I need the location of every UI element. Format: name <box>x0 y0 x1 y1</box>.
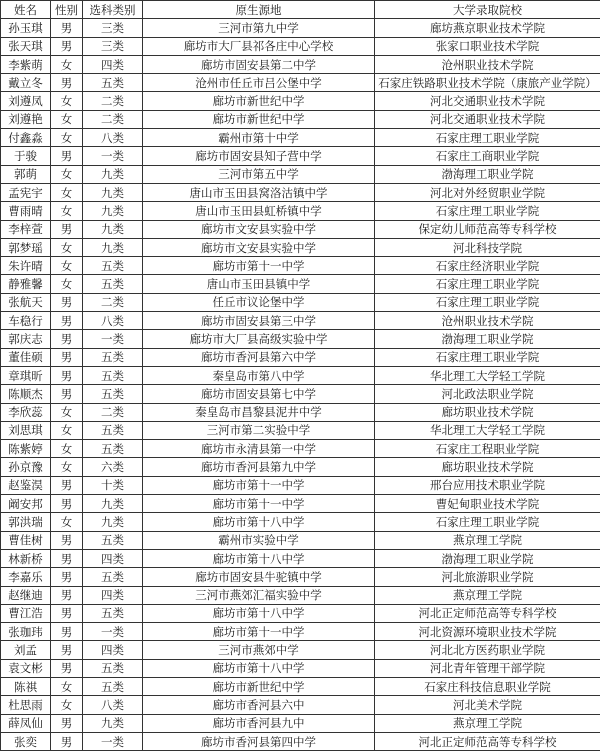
table-body <box>1 19 600 751</box>
cell-name: 陈顺杰 <box>1 385 51 403</box>
cell-gender: 男 <box>51 147 83 165</box>
cell-admitted-college: 河北政法职业学院 <box>375 385 600 403</box>
cell-subject-category: 九类 <box>83 202 143 220</box>
cell-origin-school: 三河市第五中学 <box>143 165 375 183</box>
cell-gender: 女 <box>51 513 83 531</box>
table-row <box>1 366 600 384</box>
header-subject-category: 选科类别 <box>83 1 143 19</box>
cell-gender: 男 <box>51 714 83 732</box>
cell-admitted-college: 燕京理工学院 <box>375 714 600 732</box>
cell-gender: 女 <box>51 183 83 201</box>
cell-gender: 男 <box>51 348 83 366</box>
cell-origin-school: 霸州市第十中学 <box>143 129 375 147</box>
cell-subject-category: 八类 <box>83 696 143 714</box>
table-row <box>1 641 600 659</box>
cell-subject-category: 一类 <box>83 330 143 348</box>
cell-admitted-college: 石家庄理工职业学院 <box>375 513 600 531</box>
table-row <box>1 458 600 476</box>
cell-subject-category: 五类 <box>83 385 143 403</box>
cell-gender: 女 <box>51 165 83 183</box>
cell-admitted-college: 石家庄理工职业学院 <box>375 129 600 147</box>
cell-subject-category: 五类 <box>83 74 143 92</box>
cell-gender: 男 <box>51 37 83 55</box>
cell-name: 袁文彬 <box>1 659 51 677</box>
cell-gender: 男 <box>51 586 83 604</box>
cell-admitted-college: 张家口职业技术学院 <box>375 37 600 55</box>
cell-subject-category: 四类 <box>83 549 143 567</box>
cell-gender: 女 <box>51 403 83 421</box>
cell-admitted-college: 燕京理工学院 <box>375 531 600 549</box>
cell-name: 郭洪瑞 <box>1 513 51 531</box>
cell-gender: 女 <box>51 110 83 128</box>
cell-origin-school: 三河市第九中学 <box>143 19 375 37</box>
cell-name: 李梓萱 <box>1 220 51 238</box>
table-row <box>1 659 600 677</box>
table-row <box>1 238 600 256</box>
cell-subject-category: 四类 <box>83 55 143 73</box>
cell-origin-school: 任丘市议论堡中学 <box>143 293 375 311</box>
cell-subject-category: 九类 <box>83 495 143 513</box>
cell-origin-school: 廊坊市香河县第四中学 <box>143 732 375 750</box>
cell-admitted-college: 廊坊职业技术学院 <box>375 403 600 421</box>
cell-gender: 男 <box>51 623 83 641</box>
table-row <box>1 55 600 73</box>
cell-admitted-college: 河北交通职业技术学院 <box>375 92 600 110</box>
cell-name: 李紫萌 <box>1 55 51 73</box>
table-row <box>1 202 600 220</box>
table-row <box>1 293 600 311</box>
cell-gender: 男 <box>51 641 83 659</box>
cell-admitted-college: 邢台应用技术职业学院 <box>375 476 600 494</box>
cell-gender: 女 <box>51 677 83 695</box>
cell-origin-school: 廊坊市香河县第六中学 <box>143 348 375 366</box>
cell-origin-school: 廊坊市大厂县祁各庄中心学校 <box>143 37 375 55</box>
cell-name: 静雅馨 <box>1 275 51 293</box>
cell-subject-category: 一类 <box>83 147 143 165</box>
cell-name: 薛凤仙 <box>1 714 51 732</box>
cell-name: 刘孟 <box>1 641 51 659</box>
cell-name: 李欣蕊 <box>1 403 51 421</box>
cell-name: 章琪昕 <box>1 366 51 384</box>
cell-origin-school: 唐山市玉田县窝洛沽镇中学 <box>143 183 375 201</box>
table-row <box>1 513 600 531</box>
cell-admitted-college: 河北对外经贸职业学院 <box>375 183 600 201</box>
cell-subject-category: 三类 <box>83 37 143 55</box>
cell-admitted-college: 石家庄理工职业学院 <box>375 348 600 366</box>
cell-subject-category: 二类 <box>83 110 143 128</box>
cell-origin-school: 廊坊市固安县第三中学 <box>143 312 375 330</box>
cell-name: 张奕 <box>1 732 51 750</box>
cell-name: 刘遵艳 <box>1 110 51 128</box>
cell-origin-school: 廊坊市固安县第七中学 <box>143 385 375 403</box>
cell-gender: 男 <box>51 312 83 330</box>
cell-name: 郭庆志 <box>1 330 51 348</box>
cell-name: 付鑫淼 <box>1 129 51 147</box>
table-row <box>1 19 600 37</box>
cell-admitted-college: 河北科技学院 <box>375 238 600 256</box>
cell-origin-school: 廊坊市第十一中学 <box>143 476 375 494</box>
cell-subject-category: 四类 <box>83 586 143 604</box>
table-row <box>1 92 600 110</box>
cell-origin-school: 唐山市玉田县镇中学 <box>143 275 375 293</box>
cell-name: 赵继迪 <box>1 586 51 604</box>
cell-subject-category: 二类 <box>83 403 143 421</box>
table-row <box>1 37 600 55</box>
cell-subject-category: 六类 <box>83 458 143 476</box>
table-row <box>1 586 600 604</box>
cell-gender: 女 <box>51 696 83 714</box>
cell-subject-category: 九类 <box>83 220 143 238</box>
cell-origin-school: 三河市燕郊中学 <box>143 641 375 659</box>
cell-name: 张航天 <box>1 293 51 311</box>
cell-subject-category: 五类 <box>83 677 143 695</box>
cell-origin-school: 廊坊市永清县第一中学 <box>143 440 375 458</box>
cell-origin-school: 廊坊市第十八中学 <box>143 513 375 531</box>
cell-admitted-college: 河北青年管理干部学院 <box>375 659 600 677</box>
cell-admitted-college: 渤海理工职业学院 <box>375 549 600 567</box>
table-row <box>1 604 600 622</box>
cell-name: 曹江浩 <box>1 604 51 622</box>
cell-gender: 女 <box>51 257 83 275</box>
header-origin-school: 原生源地 <box>143 1 375 19</box>
cell-origin-school: 秦皇岛市第八中学 <box>143 366 375 384</box>
cell-name: 张天琪 <box>1 37 51 55</box>
cell-subject-category: 三类 <box>83 19 143 37</box>
cell-gender: 女 <box>51 55 83 73</box>
cell-admitted-college: 河北正定师范高等专科学校 <box>375 732 600 750</box>
cell-origin-school: 廊坊市香河县六中 <box>143 696 375 714</box>
table-row <box>1 403 600 421</box>
cell-gender: 男 <box>51 476 83 494</box>
table-row <box>1 623 600 641</box>
cell-gender: 男 <box>51 732 83 750</box>
cell-admitted-college: 石家庄理工职业学院 <box>375 275 600 293</box>
cell-name: 陈紫婷 <box>1 440 51 458</box>
cell-gender: 女 <box>51 421 83 439</box>
cell-gender: 女 <box>51 440 83 458</box>
table-row <box>1 129 600 147</box>
cell-subject-category: 五类 <box>83 531 143 549</box>
cell-gender: 男 <box>51 659 83 677</box>
cell-origin-school: 廊坊市香河县第九中学 <box>143 458 375 476</box>
cell-origin-school: 廊坊市第十八中学 <box>143 659 375 677</box>
cell-subject-category: 九类 <box>83 513 143 531</box>
table-row <box>1 531 600 549</box>
cell-admitted-college: 渤海理工职业学院 <box>375 165 600 183</box>
cell-gender: 女 <box>51 202 83 220</box>
cell-subject-category: 八类 <box>83 129 143 147</box>
header-row <box>1 1 600 19</box>
cell-gender: 男 <box>51 385 83 403</box>
cell-admitted-college: 燕京理工学院 <box>375 586 600 604</box>
cell-gender: 女 <box>51 238 83 256</box>
cell-origin-school: 廊坊市大厂县高级实验中学 <box>143 330 375 348</box>
cell-subject-category: 五类 <box>83 257 143 275</box>
cell-name: 林新桥 <box>1 549 51 567</box>
cell-origin-school: 廊坊市固安县第二中学 <box>143 55 375 73</box>
cell-subject-category: 二类 <box>83 293 143 311</box>
cell-origin-school: 唐山市玉田县虹桥镇中学 <box>143 202 375 220</box>
cell-subject-category: 十类 <box>83 476 143 494</box>
cell-origin-school: 廊坊市固安县知子营中学 <box>143 147 375 165</box>
cell-name: 陈祺 <box>1 677 51 695</box>
cell-gender: 女 <box>51 275 83 293</box>
cell-name: 曹佳树 <box>1 531 51 549</box>
table-row <box>1 220 600 238</box>
cell-name: 李嘉乐 <box>1 568 51 586</box>
cell-admitted-college: 华北理工大学轻工学院 <box>375 366 600 384</box>
cell-admitted-college: 石家庄经济职业学院 <box>375 257 600 275</box>
cell-name: 孟宪宇 <box>1 183 51 201</box>
cell-gender: 女 <box>51 129 83 147</box>
cell-admitted-college: 保定幼儿师范高等专科学校 <box>375 220 600 238</box>
table-row <box>1 568 600 586</box>
header-name: 姓名 <box>1 1 51 19</box>
cell-admitted-college: 河北资源环境职业技术学院 <box>375 623 600 641</box>
cell-origin-school: 沧州市任丘市吕公堡中学 <box>143 74 375 92</box>
cell-subject-category: 五类 <box>83 275 143 293</box>
table-row <box>1 385 600 403</box>
cell-gender: 男 <box>51 531 83 549</box>
cell-admitted-college: 石家庄科技信息职业学院 <box>375 677 600 695</box>
cell-name: 郭梦瑶 <box>1 238 51 256</box>
table-row <box>1 677 600 695</box>
cell-gender: 男 <box>51 330 83 348</box>
cell-name: 刘思琪 <box>1 421 51 439</box>
cell-subject-category: 五类 <box>83 348 143 366</box>
cell-name: 孙京豫 <box>1 458 51 476</box>
cell-name: 赵鉴淏 <box>1 476 51 494</box>
cell-gender: 男 <box>51 19 83 37</box>
cell-origin-school: 廊坊市第十八中学 <box>143 549 375 567</box>
cell-admitted-college: 沧州职业技术学院 <box>375 312 600 330</box>
table-row <box>1 165 600 183</box>
cell-origin-school: 廊坊市第十八中学 <box>143 604 375 622</box>
cell-subject-category: 五类 <box>83 440 143 458</box>
table-row <box>1 312 600 330</box>
cell-name: 孙玉琪 <box>1 19 51 37</box>
cell-name: 曹雨晴 <box>1 202 51 220</box>
cell-name: 朱许晴 <box>1 257 51 275</box>
cell-admitted-college: 河北正定师范高等专科学校 <box>375 604 600 622</box>
cell-admitted-college: 河北美术学院 <box>375 696 600 714</box>
cell-admitted-college: 石家庄理工职业学院 <box>375 293 600 311</box>
cell-gender: 女 <box>51 92 83 110</box>
cell-subject-category: 九类 <box>83 165 143 183</box>
cell-admitted-college: 石家庄铁路职业技术学院（康旅产业学院） <box>375 74 600 92</box>
cell-subject-category: 五类 <box>83 366 143 384</box>
cell-admitted-college: 沧州职业技术学院 <box>375 55 600 73</box>
table-row <box>1 330 600 348</box>
cell-origin-school: 秦皇岛市昌黎县泥井中学 <box>143 403 375 421</box>
cell-subject-category: 五类 <box>83 659 143 677</box>
cell-gender: 男 <box>51 495 83 513</box>
table-row <box>1 714 600 732</box>
cell-origin-school: 廊坊市文安县实验中学 <box>143 238 375 256</box>
cell-admitted-college: 廊坊职业技术学院 <box>375 458 600 476</box>
table-row <box>1 348 600 366</box>
cell-name: 于骏 <box>1 147 51 165</box>
table-row <box>1 476 600 494</box>
table-row <box>1 732 600 750</box>
cell-admitted-college: 石家庄工商职业学院 <box>375 147 600 165</box>
cell-admitted-college: 河北交通职业技术学院 <box>375 110 600 128</box>
cell-origin-school: 三河市第二实验中学 <box>143 421 375 439</box>
header-gender: 性别 <box>51 1 83 19</box>
table-row <box>1 275 600 293</box>
cell-name: 阚安邦 <box>1 495 51 513</box>
cell-admitted-college: 渤海理工职业学院 <box>375 330 600 348</box>
cell-subject-category: 四类 <box>83 641 143 659</box>
cell-gender: 男 <box>51 74 83 92</box>
cell-name: 杜思雨 <box>1 696 51 714</box>
cell-gender: 男 <box>51 366 83 384</box>
cell-gender: 女 <box>51 458 83 476</box>
cell-name: 戴立冬 <box>1 74 51 92</box>
cell-subject-category: 一类 <box>83 623 143 641</box>
cell-subject-category: 五类 <box>83 421 143 439</box>
table-row <box>1 696 600 714</box>
cell-gender: 男 <box>51 220 83 238</box>
table-row <box>1 257 600 275</box>
cell-name: 车稳行 <box>1 312 51 330</box>
cell-admitted-college: 曹妃甸职业技术学院 <box>375 495 600 513</box>
cell-origin-school: 廊坊市第十一中学 <box>143 623 375 641</box>
cell-origin-school: 廊坊市文安县实验中学 <box>143 220 375 238</box>
cell-subject-category: 五类 <box>83 568 143 586</box>
cell-subject-category: 一类 <box>83 732 143 750</box>
cell-origin-school: 廊坊市第十一中学 <box>143 495 375 513</box>
cell-name: 郭萌 <box>1 165 51 183</box>
cell-origin-school: 廊坊市新世纪中学 <box>143 677 375 695</box>
cell-name: 张珈玮 <box>1 623 51 641</box>
cell-subject-category: 九类 <box>83 183 143 201</box>
header-admitted-college: 大学录取院校 <box>375 1 600 19</box>
cell-origin-school: 霸州市实验中学 <box>143 531 375 549</box>
table-row <box>1 147 600 165</box>
table-row <box>1 440 600 458</box>
cell-admitted-college: 廊坊燕京职业技术学院 <box>375 19 600 37</box>
cell-admitted-college: 河北旅游职业学院 <box>375 568 600 586</box>
cell-subject-category: 二类 <box>83 92 143 110</box>
table-row <box>1 183 600 201</box>
cell-name: 刘遵凤 <box>1 92 51 110</box>
table-row <box>1 549 600 567</box>
cell-origin-school: 廊坊市新世纪中学 <box>143 110 375 128</box>
cell-subject-category: 五类 <box>83 604 143 622</box>
cell-origin-school: 廊坊市固安县牛驼镇中学 <box>143 568 375 586</box>
table-row <box>1 495 600 513</box>
cell-subject-category: 八类 <box>83 312 143 330</box>
cell-name: 董佳硕 <box>1 348 51 366</box>
cell-admitted-college: 华北理工大学轻工学院 <box>375 421 600 439</box>
cell-origin-school: 三河市燕郊汇福实验中学 <box>143 586 375 604</box>
cell-origin-school: 廊坊市香河县九中 <box>143 714 375 732</box>
cell-subject-category: 九类 <box>83 238 143 256</box>
table-row <box>1 74 600 92</box>
cell-subject-category: 九类 <box>83 714 143 732</box>
cell-gender: 男 <box>51 293 83 311</box>
cell-origin-school: 廊坊市第十一中学 <box>143 257 375 275</box>
cell-admitted-college: 河北北方医药职业学院 <box>375 641 600 659</box>
cell-origin-school: 廊坊市新世纪中学 <box>143 92 375 110</box>
cell-admitted-college: 石家庄工程职业学院 <box>375 440 600 458</box>
cell-gender: 男 <box>51 568 83 586</box>
table-row <box>1 110 600 128</box>
cell-gender: 男 <box>51 549 83 567</box>
cell-gender: 男 <box>51 604 83 622</box>
table-row <box>1 421 600 439</box>
cell-admitted-college: 石家庄理工职业学院 <box>375 202 600 220</box>
